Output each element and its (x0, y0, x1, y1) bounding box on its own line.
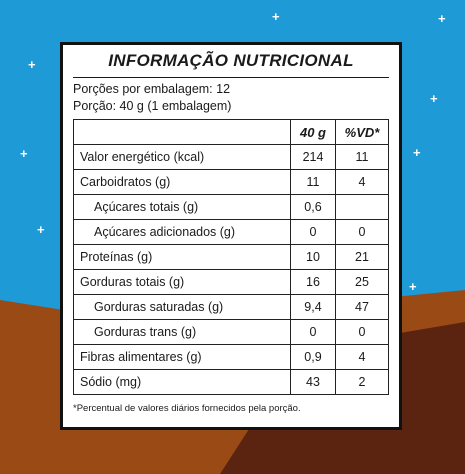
servings-per-package: Porções por embalagem: 12 (73, 82, 231, 96)
column-header-vd: %VD* (336, 120, 389, 145)
nutrient-amount: 10 (291, 245, 336, 270)
nutrient-name: Açúcares totais (g) (74, 195, 291, 220)
sparkle-icon: + (28, 57, 36, 72)
nutrient-vd: 0 (336, 320, 389, 345)
nutrient-vd (336, 195, 389, 220)
nutrition-table (73, 119, 389, 395)
column-header-nutrient (74, 120, 291, 145)
nutrient-name: Gorduras trans (g) (74, 320, 291, 345)
table-row (74, 220, 389, 245)
serving-size: Porção: 40 g (1 embalagem) (73, 99, 232, 113)
nutrient-vd: 4 (336, 345, 389, 370)
sparkle-icon: + (409, 279, 417, 294)
table-row (74, 320, 389, 345)
nutrition-label (60, 42, 402, 430)
label-title: INFORMAÇÃO NUTRICIONAL (73, 51, 389, 78)
table-row (74, 195, 389, 220)
nutrient-amount: 0,9 (291, 345, 336, 370)
table-header-row (74, 120, 389, 145)
table-row (74, 170, 389, 195)
serving-info (73, 78, 389, 119)
sparkle-icon: + (430, 91, 438, 106)
nutrient-vd: 25 (336, 270, 389, 295)
table-row (74, 145, 389, 170)
table-row (74, 245, 389, 270)
nutrient-name: Sódio (mg) (74, 370, 291, 395)
nutrient-amount: 43 (291, 370, 336, 395)
footnote: *Percentual de valores diários fornecidos pela porção. (73, 403, 301, 414)
nutrient-amount: 214 (291, 145, 336, 170)
sparkle-icon: + (413, 145, 421, 160)
sparkle-icon: + (272, 9, 280, 24)
nutrient-vd: 11 (336, 145, 389, 170)
sparkle-icon: + (20, 146, 28, 161)
sparkle-icon: + (438, 11, 446, 26)
table-row (74, 370, 389, 395)
nutrient-amount: 9,4 (291, 295, 336, 320)
nutrient-name: Gorduras saturadas (g) (74, 295, 291, 320)
nutrient-name: Valor energético (kcal) (74, 145, 291, 170)
nutrient-vd: 2 (336, 370, 389, 395)
nutrient-amount: 0 (291, 220, 336, 245)
nutrient-vd: 21 (336, 245, 389, 270)
nutrient-amount: 16 (291, 270, 336, 295)
nutrient-name: Carboidratos (g) (74, 170, 291, 195)
table-row (74, 270, 389, 295)
nutrient-vd: 47 (336, 295, 389, 320)
nutrient-amount: 0 (291, 320, 336, 345)
nutrient-amount: 11 (291, 170, 336, 195)
nutrient-amount: 0,6 (291, 195, 336, 220)
table-row (74, 345, 389, 370)
nutrient-name: Fibras alimentares (g) (74, 345, 291, 370)
nutrient-vd: 4 (336, 170, 389, 195)
sparkle-icon: + (37, 222, 45, 237)
nutrient-name: Gorduras totais (g) (74, 270, 291, 295)
nutrient-name: Proteínas (g) (74, 245, 291, 270)
table-row (74, 295, 389, 320)
column-header-amount: 40 g (291, 120, 336, 145)
nutrient-name: Açúcares adicionados (g) (74, 220, 291, 245)
nutrient-vd: 0 (336, 220, 389, 245)
